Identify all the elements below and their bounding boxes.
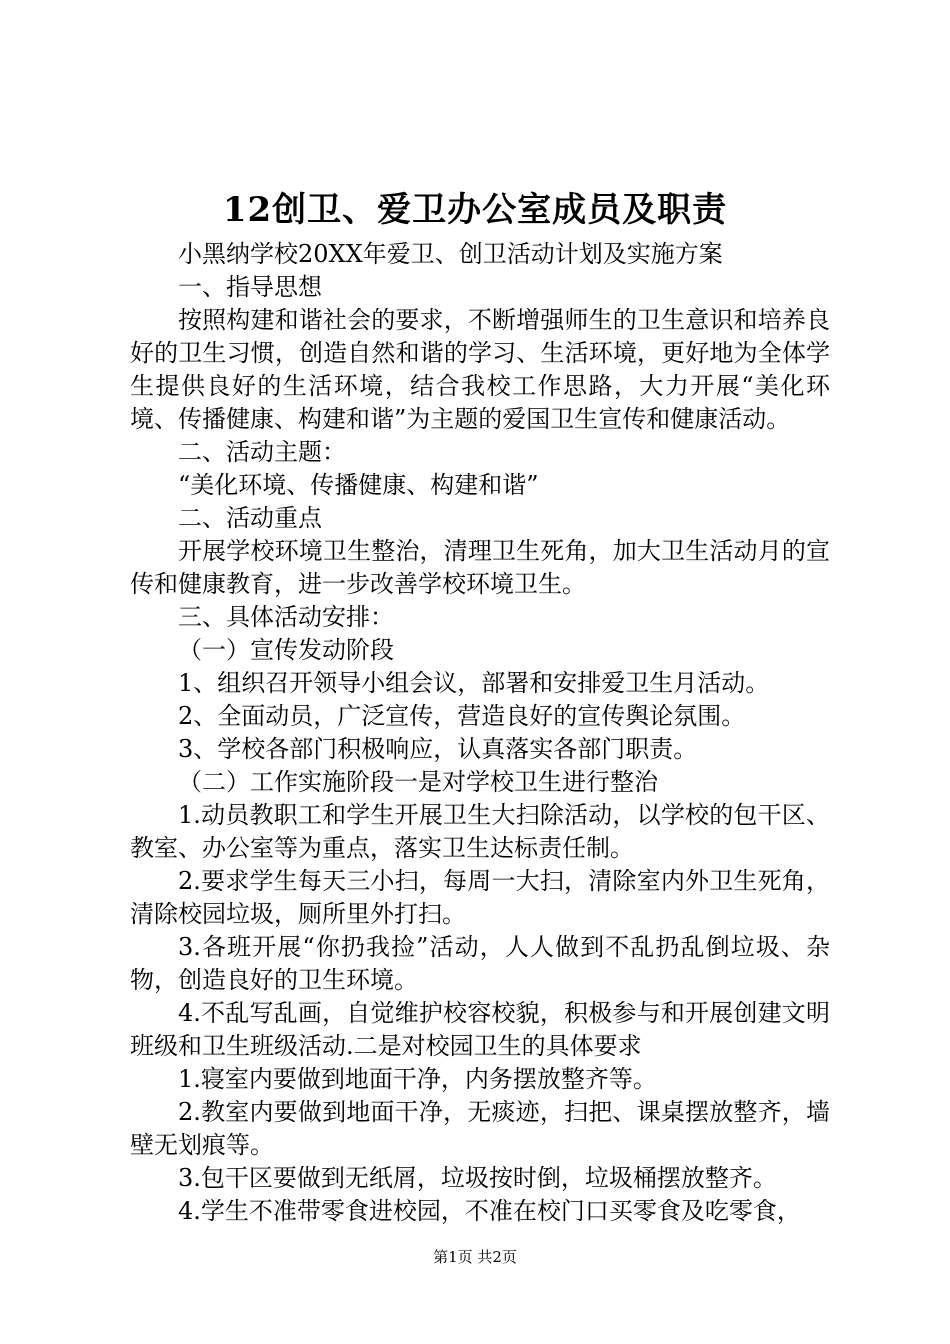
paragraph-item: 1、组织召开领导小组会议，部署和安排爱卫生月活动。 [178, 669, 770, 697]
paragraph-item: 2.要求学生每天三小扫，每周一大扫，清除室内外卫生死角，清除校园垃圾，厕所里外打扫。 [130, 867, 830, 928]
paragraph-section-theme: 二、活动主题： [178, 438, 346, 466]
paragraph-item: 3、学校各部门积极响应，认真落实各部门职责。 [178, 735, 698, 763]
paragraph-section-arrangement: 三、具体活动安排： [178, 603, 394, 631]
paragraph-section-focus: 二、活动重点 [178, 504, 322, 532]
document-body [130, 238, 830, 1228]
page-footer: 第1页 共2页 [433, 1248, 517, 1266]
paragraph-item: 4.不乱写乱画，自觉维护校容校貌，积极参与和开展创建文明班级和卫生班级活动.二是对校园卫生的具体要求 [130, 999, 830, 1060]
paragraph-item: 1.寝室内要做到地面干净，内务摆放整齐等。 [178, 1065, 657, 1093]
paragraph-section-guiding: 一、指导思想 [178, 273, 322, 301]
paragraph-item: 1.动员教职工和学生开展卫生大扫除活动，以学校的包干区、教室、办公室等为重点，落实卫生达标责任制。 [130, 801, 830, 862]
paragraph-item: 4.学生不准带零食进校园，不准在校门口买零食及吃零食， [178, 1197, 801, 1225]
paragraph-focus-text: 开展学校环境卫生整治，清理卫生死角，加大卫生活动月的宣传和健康教育，进一步改善学校环境卫生。 [130, 537, 830, 598]
document-title: 12创卫、爱卫办公室成员及职责 [222, 190, 728, 230]
paragraph-item: 2.教室内要做到地面干净，无痰迹，扫把、课桌摆放整齐，墙壁无划痕等。 [130, 1098, 830, 1159]
paragraph-stage-two: （二）工作实施阶段一是对学校卫生进行整治 [178, 768, 658, 796]
paragraph-stage-one: （一）宣传发动阶段 [178, 636, 394, 664]
paragraph-item: 3.包干区要做到无纸屑，垃圾按时倒，垃圾桶摆放整齐。 [178, 1164, 777, 1192]
paragraph-theme-text: “美化环境、传播健康、构建和谐” [178, 471, 539, 499]
paragraph-plan-heading: 小黑纳学校20XX年爱卫、创卫活动计划及实施方案 [178, 240, 723, 268]
paragraph-guiding-text: 按照构建和谐社会的要求，不断增强师生的卫生意识和培养良好的卫生习惯，创造自然和谐的学习、生活环境，更好地为全体学生提供良好的生活环境，结合我校工作思路，大力开展“美化环境、传播健康、构建和谐”为主题的爱国卫生宣传和健康活动。 [130, 306, 830, 433]
paragraph-item: 2、全面动员，广泛宣传，营造良好的宣传舆论氛围。 [178, 702, 746, 730]
paragraph-item: 3.各班开展“你扔我捡”活动，人人做到不乱扔乱倒垃圾、杂物，创造良好的卫生环境。 [130, 933, 830, 994]
